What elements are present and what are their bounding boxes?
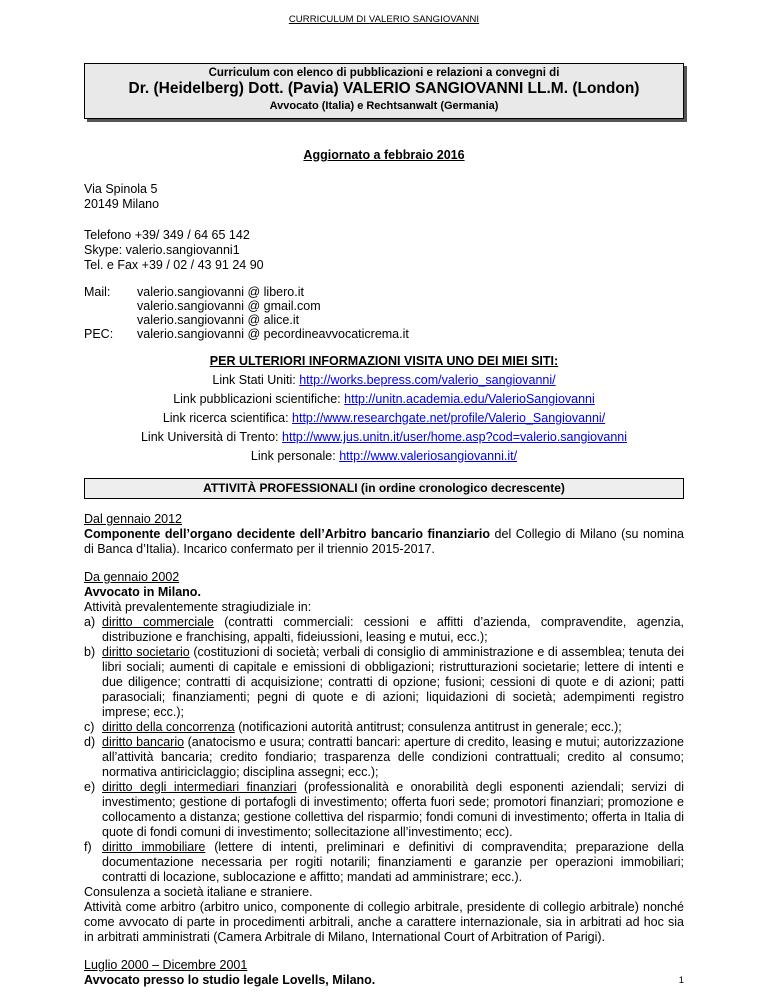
running-header: CURRICULUM DI VALERIO SANGIOVANNI [288,14,480,25]
entry-date: Dal gennaio 2012 [84,512,182,526]
entry-intro: Attività prevalentemente stragiudiziale in: [84,600,312,614]
entry-role: Avvocato in Milano. [84,585,201,599]
section-heading: ATTIVITÀ PROFESSIONALI (in ordine cronologico decrescente) [84,478,684,499]
link-personal[interactable]: http://www.valeriosangiovanni.it/ [339,449,518,463]
entry-abf [84,512,684,557]
pec-label: PEC: [84,327,114,341]
entry-role: Avvocato presso lo studio legale Lovells, Milano. [84,973,376,987]
link-stati-uniti[interactable]: http://works.bepress.com/valerio_sangiovanni/ [299,373,556,387]
link-row [84,371,684,390]
title-line-3: Avvocato (Italia) e Rechtsanwalt (Germania) [269,100,499,112]
link-label: Link Università di Trento: [140,430,283,444]
link-row [84,428,684,447]
pec-address: valerio.sangiovanni @ pecordineavvocaticrema.it [137,327,409,341]
list-item: a) diritto commerciale (contratti commerciali: cessioni e affitti d’azienda, compravendite, agenzia, distribuzione e franchising, appalti, fideiussioni, leasing e mutui, ecc.); [84,615,684,644]
links-heading: PER ULTERIORI INFORMAZIONI VISITA UNO DEI MIEI SITI: [209,354,559,368]
link-researchgate[interactable]: http://www.researchgate.net/profile/Valerio_Sangiovanni/ [292,411,606,425]
entry-date: Da gennaio 2002 [84,570,180,584]
mail-label: Mail: [84,285,111,299]
list-item: e) diritto degli intermediari finanziari (professionalità e onorabilità degli esponenti aziendali; servizi di investimento; gestione di portafogli di investimento; offerta fuori sede; promotori finanziari; promozione e collocamento a distanza; gestione collettiva del risparmio; fondi comuni di investimento; offerta in Italia di quote di fondi comuni di investimento; sollecitazione all’investimento; ecc). [84,780,684,839]
entry-text: del Collegio di Milano (su nomina di Banca d’Italia). Incarico confermato per il triennio 2015-2017. [84,527,684,556]
updated-date: Aggiornato a febbraio 2016 [303,148,465,162]
tel-fax: Tel. e Fax +39 / 02 / 43 91 24 90 [84,258,264,272]
entry-role: Componente dell’organo decidente dell’Arbitro bancario finanziario [84,527,491,541]
practice-areas-list [84,615,684,885]
phone: Telefono +39/ 349 / 64 65 142 [84,228,250,242]
page-number: 1 [678,975,684,986]
link-academia[interactable]: http://unitn.academia.edu/ValerioSangiovanni [344,392,595,406]
mail-address: valerio.sangiovanni @ gmail.com [137,299,321,313]
title-line-2: Dr. (Heidelberg) Dott. (Pavia) VALERIO SANGIOVANNI LL.M. (London) [128,80,640,97]
link-row [84,409,684,428]
link-label: Link personale: [250,449,340,463]
link-label: Link Stati Uniti: [212,373,300,387]
list-item: f) diritto immobiliare (lettere di intenti, preliminari e definitivi di compravendita; preparazione della documentazione necessaria per rogiti notarili; finanziamenti e garanzie per operazioni immobiliari; contratti di locazione, sublocazione e affitto; mandati ad amministrare; ecc.). [84,840,684,884]
link-row [84,447,684,466]
list-item: c) diritto della concorrenza (notificazioni autorità antitrust; consulenza antitrust in generale; ecc.); [84,720,622,734]
link-row [84,390,684,409]
entry-date: Luglio 2000 – Dicembre 2001 [84,958,248,972]
mail-address: valerio.sangiovanni @ libero.it [137,285,304,299]
entry-lovells [84,958,684,988]
mail-address: valerio.sangiovanni @ alice.it [137,313,300,327]
mail-block [84,285,684,342]
list-item: b) diritto societario (costituzioni di società; verbali di consiglio di amministrazione e di assemblea; tenuta dei libri sociali; aumenti di capitale e emissioni di obbligazioni; ristrutturazioni societarie; lettere di intenti e due diligence; contratti di acquisizione; contratti di opzione; fusioni; cessioni di quote e di azioni; patti parasociali; finanziamenti; pegni di quote e di azioni; liquidazioni di società; adempimenti registro imprese; ecc.); [84,645,684,719]
link-label: Link ricerca scientifica: [162,411,293,425]
link-label: Link pubblicazioni scientifiche: [173,392,345,406]
address-street: Via Spinola 5 [84,182,158,196]
list-item: d) diritto bancario (anatocismo e usura; contratti bancari: aperture di credito, leasing e mutui; autorizzazione all’attività bancaria; credito fondiario; trasparenza delle condizioni contrattuali; credito al consumo; normativa antiriciclaggio; disciplina assegni; ecc.); [84,735,684,779]
link-unitn[interactable]: http://www.jus.unitn.it/user/home.asp?cod=valerio.sangiovanni [282,430,628,444]
skype: Skype: valerio.sangiovanni1 [84,243,240,257]
address-city: 20149 Milano [84,197,160,211]
entry-arbitration: Attività come arbitro (arbitro unico, componente di collegio arbitrale, presidente di collegio arbitrale) nonché come avvocato di parte in procedimenti arbitrali, anche a carattere internazionale, sia in arbitrati ad hoc sia in arbitrati amministrati (Camera Arbitrale di Milano, International Court of Arbitration of Parigi). [84,900,684,944]
address-block [84,182,684,212]
title-box [84,63,684,119]
links-block [84,352,684,466]
contacts-block [84,228,684,273]
entry-consulting: Consulenza a società italiane e straniere. [84,885,313,899]
entry-avvocato [84,570,684,945]
document-page [84,0,684,988]
title-line-1: Curriculum con elenco di pubblicazioni e relazioni a convegni di [208,67,560,79]
